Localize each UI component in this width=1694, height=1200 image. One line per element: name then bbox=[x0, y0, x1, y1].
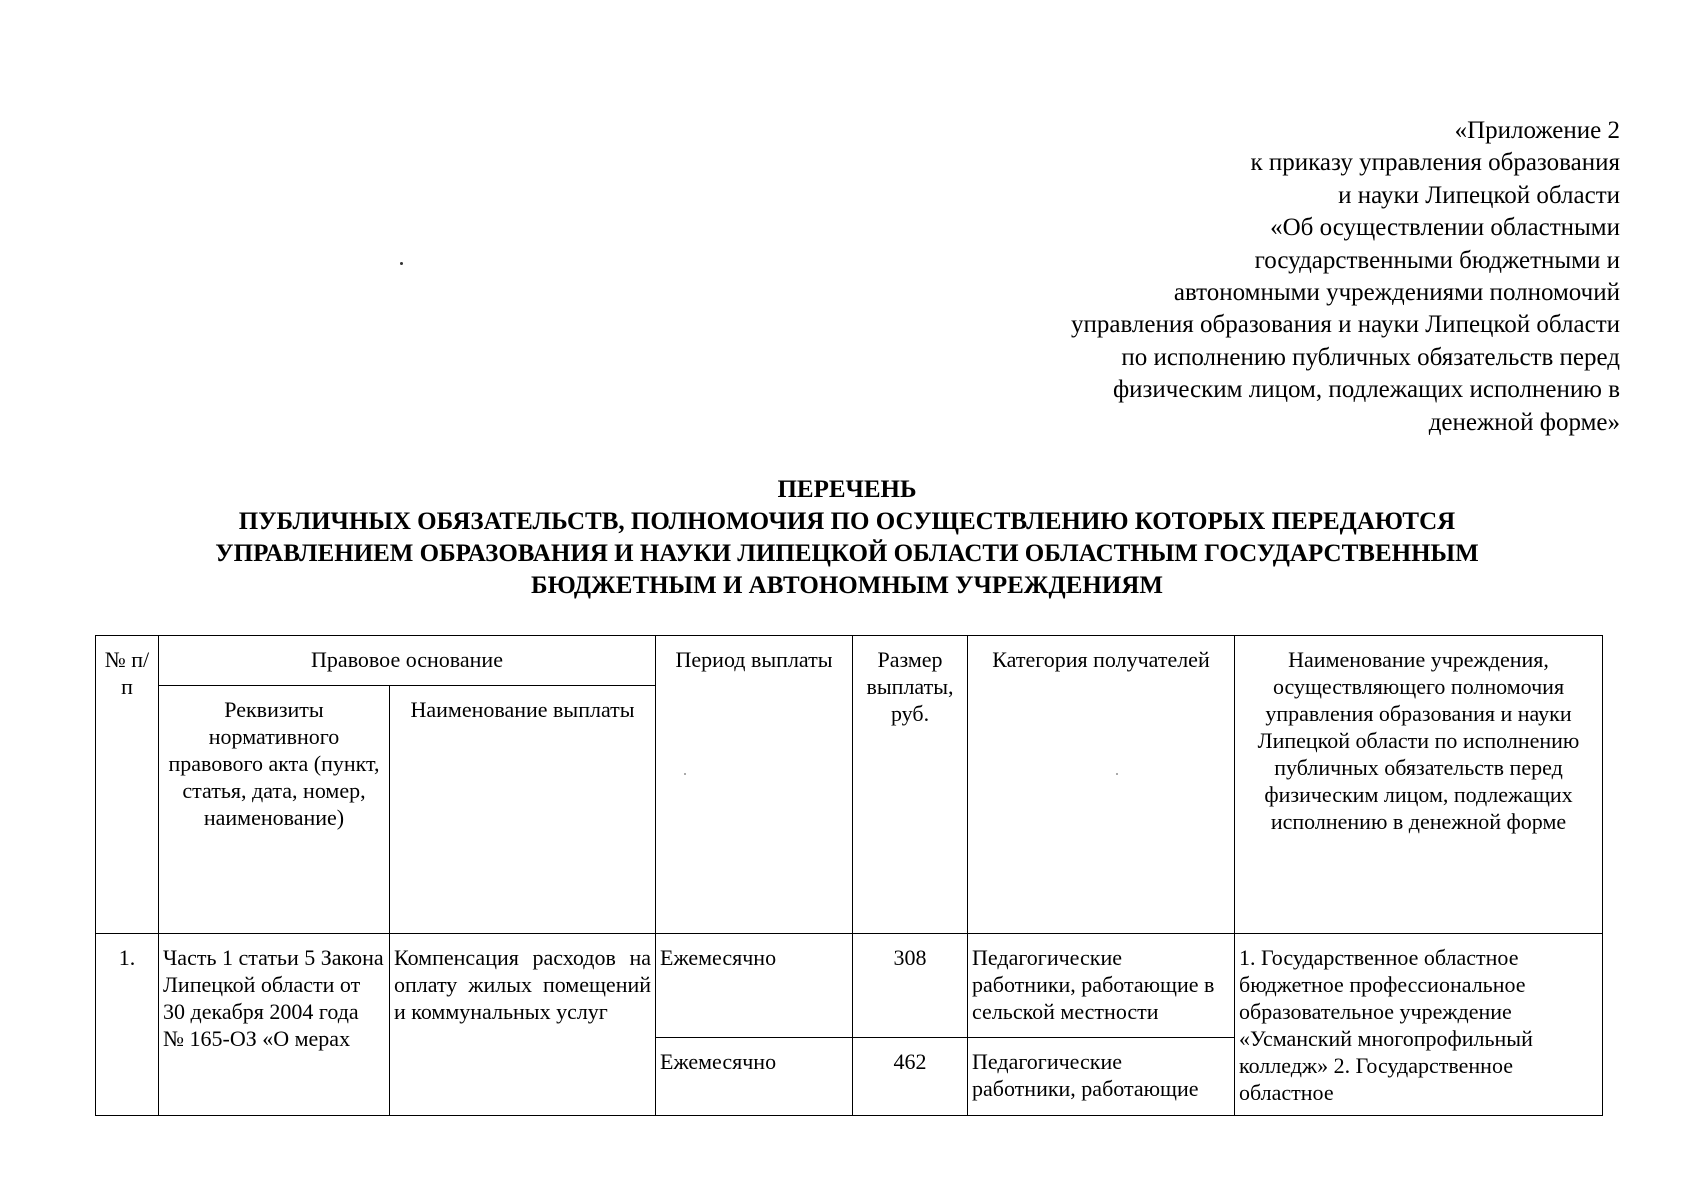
heading-line: УПРАВЛЕНИЕМ ОБРАЗОВАНИЯ И НАУКИ ЛИПЕЦКОЙ ОБЛАСТИ ОБЛАСТНЫМ ГОСУДАРСТВЕННЫМ bbox=[215, 540, 1479, 567]
header-amount: Размер выплаты, руб. bbox=[853, 636, 968, 934]
heading-line: ПУБЛИЧНЫХ ОБЯЗАТЕЛЬСТВ, ПОЛНОМОЧИЯ ПО ОСУЩЕСТВЛЕНИЮ КОТОРЫХ ПЕРЕДАЮТСЯ bbox=[238, 508, 1456, 535]
header-payment-name: Наименование выплаты bbox=[390, 686, 656, 934]
row-category: Педагогические работники, работающие bbox=[968, 1038, 1235, 1116]
annex-line: физическим лицом, подлежащих исполнению в bbox=[1112, 376, 1620, 404]
row-amount: 462 bbox=[853, 1038, 968, 1116]
row-period: Ежемесячно bbox=[656, 934, 853, 1038]
row-amount: 308 bbox=[853, 934, 968, 1038]
row-payment: Компенсация расходов на оплату жилых помещений и коммунальных услуг bbox=[390, 934, 656, 1116]
annex-line: к приказу управления образования bbox=[1250, 149, 1620, 177]
row-act: Часть 1 статьи 5 Закона Липецкой области от 30 декабря 2004 года № 165-ОЗ «О мерах bbox=[159, 934, 390, 1116]
annex-line: автономными учреждениями полномочий bbox=[1173, 279, 1620, 307]
annex-line: управления образования и науки Липецкой области bbox=[1070, 311, 1620, 339]
header-legal-basis: Правовое основание bbox=[159, 636, 656, 686]
heading-title: ПЕРЕЧЕНЬ bbox=[777, 476, 917, 503]
header-num: № п/п bbox=[96, 636, 159, 934]
annex-line: «Приложение 2 bbox=[1454, 117, 1620, 144]
row-num: 1. bbox=[96, 934, 159, 1116]
annex-line: и науки Липецкой области bbox=[1338, 181, 1620, 209]
annex-line: государственными бюджетными и bbox=[1254, 246, 1620, 274]
annex-block bbox=[900, 115, 1620, 439]
row-category: Педагогические работники, работающие в сельской местности bbox=[968, 934, 1235, 1038]
row-period: Ежемесячно bbox=[656, 1038, 853, 1116]
annex-line: «Об осуществлении областными bbox=[1270, 214, 1620, 242]
header-institution: Наименование учреждения, осуществляющего полномочия управления образования и науки Липецкой области по исполнению публичных обязательств перед физическим лицом, подлежащих исполнению в денежной форме bbox=[1235, 636, 1603, 934]
annex-line: денежной форме» bbox=[1428, 408, 1620, 436]
header-act-details: Реквизиты нормативного правового акта (пункт, статья, дата, номер, наименование) bbox=[159, 686, 390, 934]
heading-line: БЮДЖЕТНЫМ И АВТОНОМНЫМ УЧРЕЖДЕНИЯМ bbox=[531, 572, 1163, 599]
row-institution: 1. Государственное областное бюджетное профессиональное образовательное учреждение «Усманский многопрофильный колледж» 2. Государственное областное bbox=[1235, 934, 1603, 1116]
document-heading bbox=[0, 474, 1694, 602]
header-category: Категория получателей bbox=[968, 636, 1235, 934]
scan-speck bbox=[400, 262, 403, 265]
annex-line: по исполнению публичных обязательств перед bbox=[1121, 343, 1620, 371]
header-period: Период выплаты bbox=[656, 636, 853, 934]
obligations-table bbox=[95, 635, 1603, 1116]
